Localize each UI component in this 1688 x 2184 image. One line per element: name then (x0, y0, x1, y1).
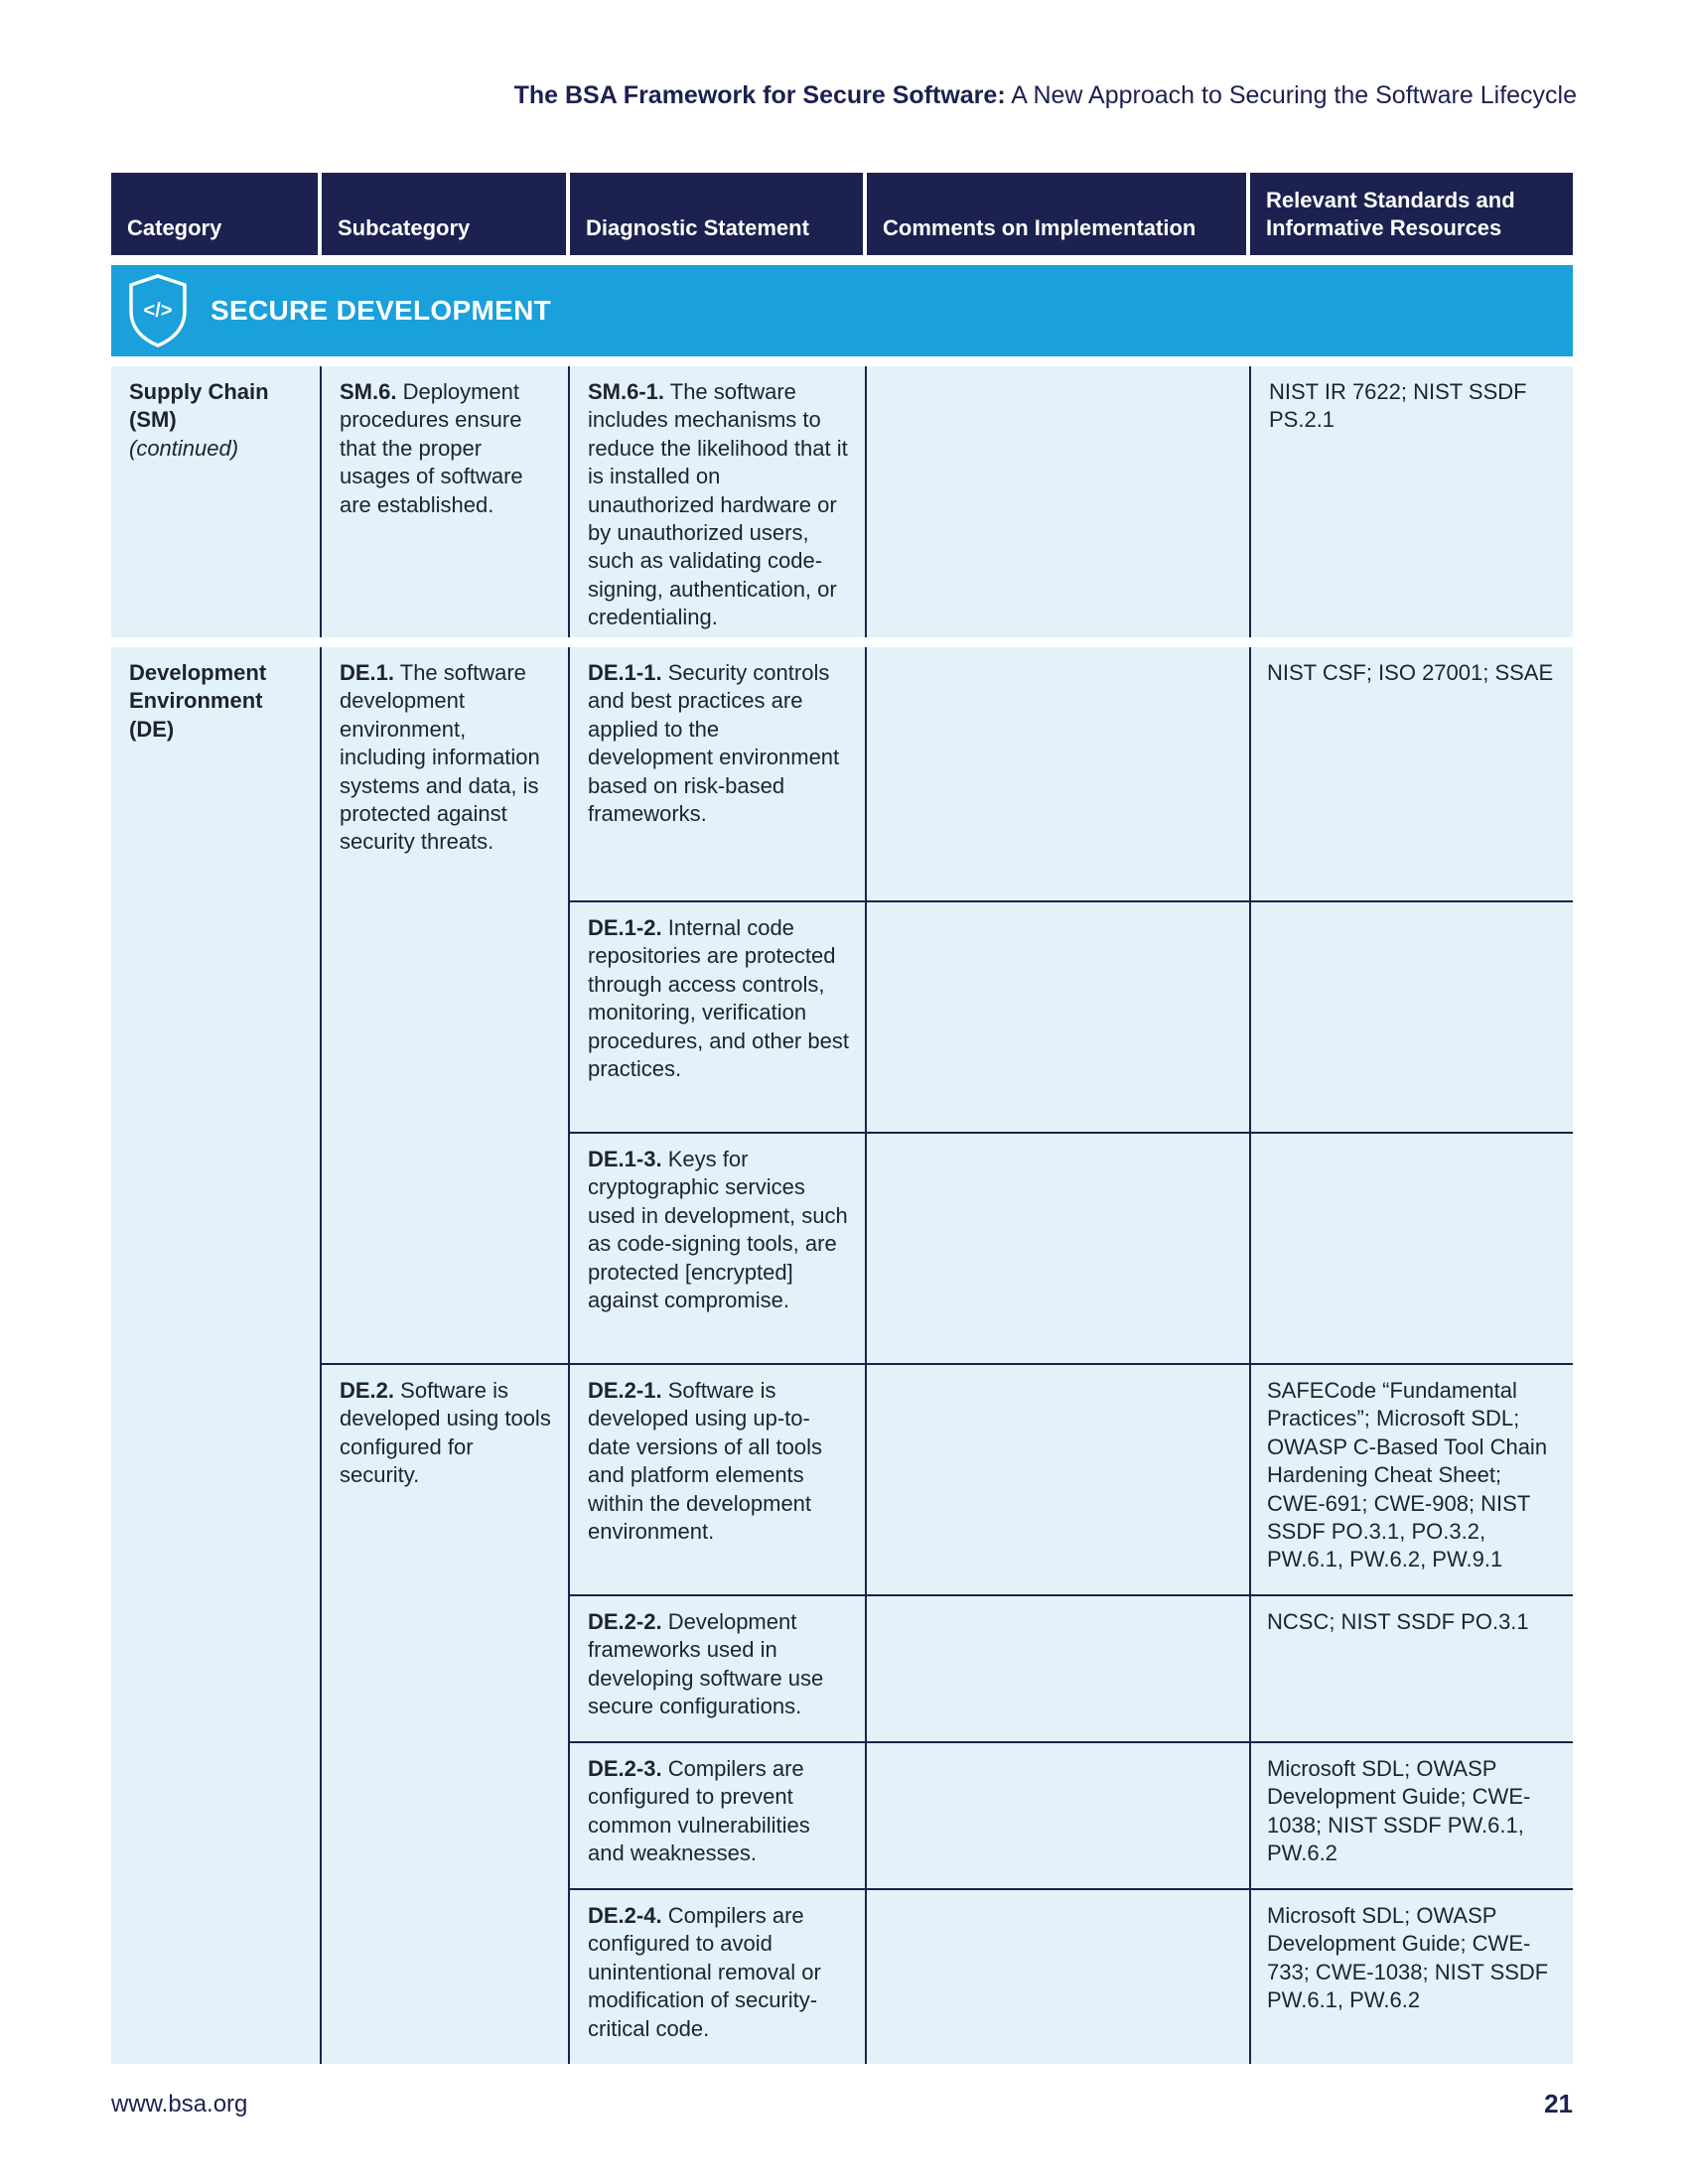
resources-cell: SAFECode “Fundamental Practices”; Microsoft SDL; OWASP C-Based Tool Chain Hardening Cheat Sheet; CWE-691; CWE-908; NIST SSDF PO.3.1, PO.3.2, PW.6.1, PW.6.2, PW.9.1 (1267, 1378, 1548, 1572)
col-header-category: Category (111, 173, 318, 255)
category-cell (111, 647, 322, 2064)
diagnostic-cell (570, 1890, 867, 2064)
running-header (514, 81, 1577, 110)
subgroup-de2 (322, 1363, 1573, 2064)
table-header (111, 173, 1573, 255)
resources-cell (1251, 902, 1573, 1132)
diagnostic-id: DE.2-1. (588, 1378, 662, 1403)
col-header-resources: Relevant Standards and Informative Resources (1250, 173, 1573, 255)
diagnostic-cell (570, 1743, 867, 1888)
table-row-sm6 (111, 366, 1573, 637)
diagnostic-id: SM.6-1. (588, 379, 665, 404)
table-row (570, 1594, 1573, 1741)
col-header-subcategory: Subcategory (322, 173, 566, 255)
subcategory-text: Deployment procedures ensure that the proper usages of software are established. (340, 379, 523, 517)
table-row (570, 900, 1573, 1132)
header-title-bold: The BSA Framework for Secure Software: (513, 81, 1006, 109)
diagnostic-cell (570, 647, 867, 900)
diagnostic-text: Compilers are configured to avoid unintentional removal or modification of security-critical code. (588, 1903, 821, 2041)
table-row (570, 1888, 1573, 2064)
table-row (570, 1132, 1573, 1363)
subcategory-id: DE.1. (340, 660, 395, 685)
svg-text:</>: </> (143, 300, 173, 322)
subgroup-de1 (322, 647, 1573, 1363)
subcategory-text: Software is developed using tools configured for security. (340, 1378, 551, 1488)
diagnostic-cell (570, 1365, 867, 1594)
table-row (570, 1365, 1573, 1594)
table-row (570, 1741, 1573, 1888)
subcategory-id: DE.2. (340, 1378, 395, 1403)
comments-cell (867, 647, 1251, 900)
diagnostic-rows (570, 647, 1573, 1363)
diagnostic-text: Development frameworks used in developing software use secure configurations. (588, 1609, 824, 1719)
table-row (570, 647, 1573, 900)
col-header-diagnostic: Diagnostic Statement (570, 173, 863, 255)
diagnostic-text: Software is developed using up-to-date versions of all tools and platform elements within the development environment. (588, 1378, 823, 1545)
category-label: Development Environment (DE) (129, 660, 267, 742)
resources-cell: Microsoft SDL; OWASP Development Guide; CWE-1038; NIST SSDF PW.6.1, PW.6.2 (1267, 1756, 1531, 1866)
subcategory-id: SM.6. (340, 379, 397, 404)
resources-cell: Microsoft SDL; OWASP Development Guide; CWE-733; CWE-1038; NIST SSDF PW.6.1, PW.6.2 (1267, 1903, 1549, 2013)
comments-cell (867, 1743, 1251, 1888)
dev-environment-block (111, 647, 1573, 2064)
comments-cell (867, 902, 1251, 1132)
subcategory-cell (322, 366, 570, 637)
diagnostic-text: Security controls and best practices are applied to the development environment based on risk-based frameworks. (588, 660, 840, 827)
diagnostic-cell (570, 902, 867, 1132)
diagnostic-id: DE.1-2. (588, 915, 662, 940)
subcategory-cell (322, 1365, 570, 2064)
comments-cell (867, 1365, 1251, 1594)
diagnostic-cell (570, 366, 867, 637)
resources-cell (1251, 1134, 1573, 1363)
col-header-comments: Comments on Implementation (867, 173, 1246, 255)
resources-cell: NIST IR 7622; NIST SSDF PS.2.1 (1269, 379, 1527, 433)
diagnostic-id: DE.1-3. (588, 1147, 662, 1171)
diagnostic-rows (570, 1365, 1573, 2064)
diagnostic-text: Internal code repositories are protected through access controls, monitoring, verification procedures, and other best practices. (588, 915, 849, 1082)
resources-cell: NCSC; NIST SSDF PO.3.1 (1267, 1609, 1529, 1634)
diagnostic-id: DE.2-2. (588, 1609, 662, 1634)
page-number: 21 (1544, 2089, 1573, 2118)
subcategory-text: The software development environment, including information systems and data, is protected against security threats. (340, 660, 540, 855)
comments-cell (867, 1890, 1251, 2064)
footer-url[interactable]: www.bsa.org (111, 2091, 248, 2117)
diagnostic-id: DE.2-4. (588, 1903, 662, 1928)
resources-cell: NIST CSF; ISO 27001; SSAE (1267, 660, 1554, 685)
diagnostic-cell (570, 1134, 867, 1363)
code-shield-icon (127, 273, 189, 348)
section-title: SECURE DEVELOPMENT (211, 295, 551, 326)
diagnostic-text: The software includes mechanisms to reduce the likelihood that it is installed on unauthorized hardware or by unauthorized users, such as validating code-signing, authentication, or credentialing. (588, 379, 848, 630)
category-note: (continued) (129, 435, 239, 461)
diagnostic-text: Compilers are configured to prevent common vulnerabilities and weaknesses. (588, 1756, 810, 1866)
comments-cell (867, 1134, 1251, 1363)
header-title-rest: A New Approach to Securing the Software Lifecycle (1011, 81, 1577, 109)
diagnostic-cell (570, 1596, 867, 1741)
category-label: Supply Chain (SM) (129, 379, 269, 433)
category-cell (111, 366, 322, 637)
diagnostic-id: DE.2-3. (588, 1756, 662, 1781)
section-band (111, 265, 1573, 356)
framework-table (111, 173, 1573, 2064)
subcategory-cell (322, 647, 570, 1363)
dev-environment-subgroups (322, 647, 1573, 2064)
diagnostic-text: Keys for cryptographic services used in development, such as code-signing tools, are protected [encrypted] against compromise. (588, 1147, 848, 1313)
comments-cell (867, 366, 1251, 637)
comments-cell (867, 1596, 1251, 1741)
diagnostic-id: DE.1-1. (588, 660, 662, 685)
